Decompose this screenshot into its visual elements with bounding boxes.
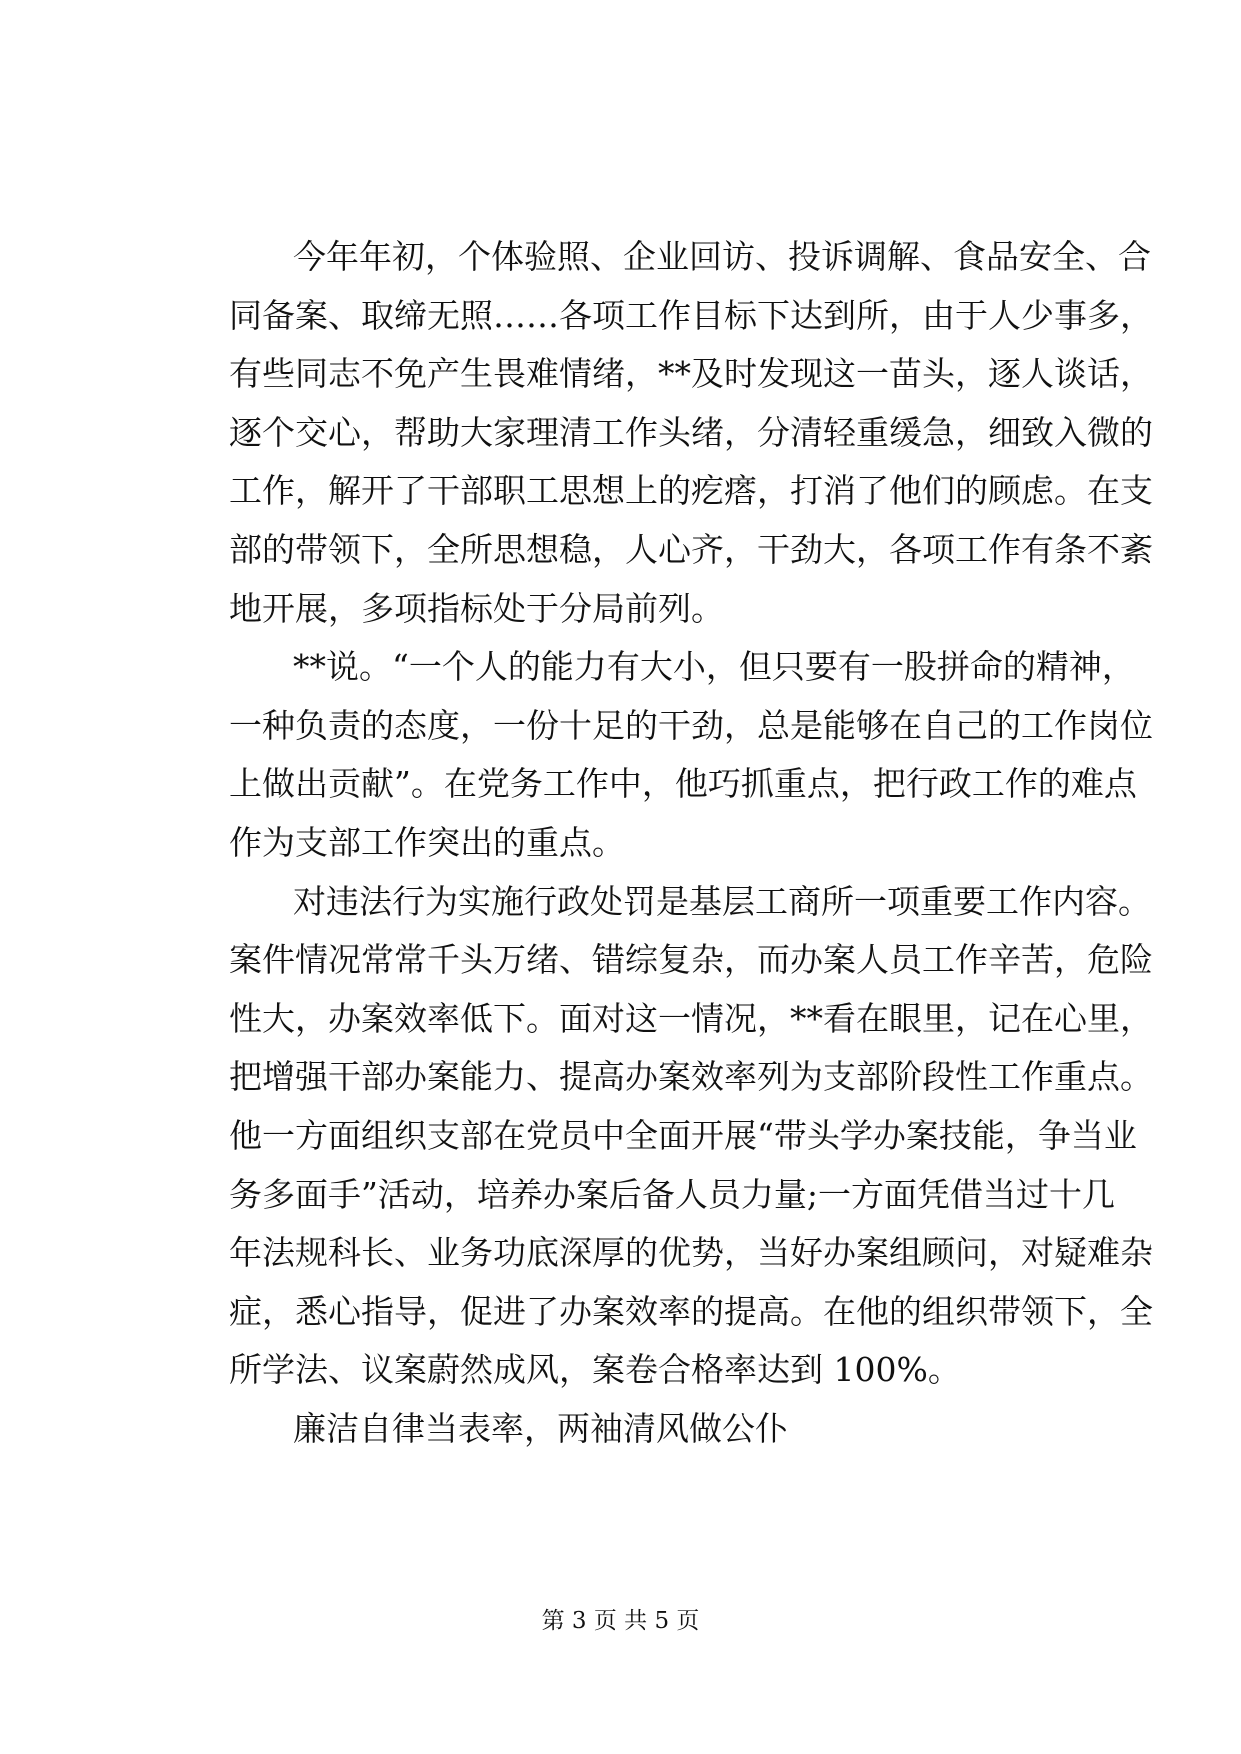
text-line: 对违法行为实施行政处罚是基层工商所一项重要工作内容。: [293, 881, 1151, 921]
page-number-footer: 第 3 页 共 5 页: [541, 1608, 700, 1634]
paragraph-1: [229, 228, 1153, 638]
text-line: 所学法、议案蔚然成风，案卷合格率达到 100%。: [229, 1350, 961, 1390]
section-heading: 廉洁自律当表率，两袖清风做公仆: [293, 1408, 788, 1448]
text-line: 地开展，多项指标处于分局前列。: [229, 588, 724, 628]
text-line: 年法规科长、业务功底深厚的优势，当好办案组顾问，对疑难杂: [229, 1233, 1153, 1273]
paragraph-4-heading: [229, 1400, 1091, 1459]
text-line: 今年年初，个体验照、企业回访、投诉调解、食品安全、合: [293, 237, 1151, 276]
text-line: 同备案、取缔无照……各项工作目标下达到所，由于人少事多，: [229, 295, 1153, 335]
text-line: 部的带领下，全所思想稳，人心齐，干劲大，各项工作有条不紊: [229, 529, 1153, 569]
text-line: 把增强干部办案能力、提高办案效率列为支部阶段性工作重点。: [229, 1057, 1153, 1097]
text-line: 逐个交心，帮助大家理清工作头绪，分清轻重缓急，细致入微的: [229, 412, 1153, 452]
text-line: **说。“一个人的能力有大小，但只要有一股拼命的精神，: [293, 647, 1135, 687]
text-line: 上做出贡献”。在党务工作中，他巧抓重点，把行政工作的难点: [229, 764, 1137, 804]
text-line: 务多面手”活动，培养办案后备人员力量;一方面凭借当过十几: [229, 1174, 1115, 1214]
text-line: 作为支部工作突出的重点。: [229, 822, 625, 862]
text-line: 症，悉心指导，促进了办案效率的提高。在他的组织带领下，全: [229, 1291, 1153, 1331]
text-line: 性大，办案效率低下。面对这一情况，**看在眼里，记在心里，: [229, 998, 1153, 1038]
text-line: 他一方面组织支部在党员中全面开展“带头学办案技能，争当业: [229, 1115, 1137, 1155]
paragraph-3: [229, 873, 1153, 1400]
paragraph-2: [229, 638, 1153, 872]
body-text: [229, 228, 1153, 1458]
text-line: 案件情况常常千头万绪、错综复杂，而办案人员工作辛苦，危险: [229, 940, 1153, 980]
text-line: 有些同志不免产生畏难情绪，**及时发现这一苗头，逐人谈话，: [229, 354, 1153, 394]
text-line: 一种负责的态度，一份十足的干劲，总是能够在自己的工作岗位: [229, 705, 1153, 745]
text-line: 工作，解开了干部职工思想上的疙瘩，打消了他们的顾虑。在支: [229, 471, 1153, 511]
